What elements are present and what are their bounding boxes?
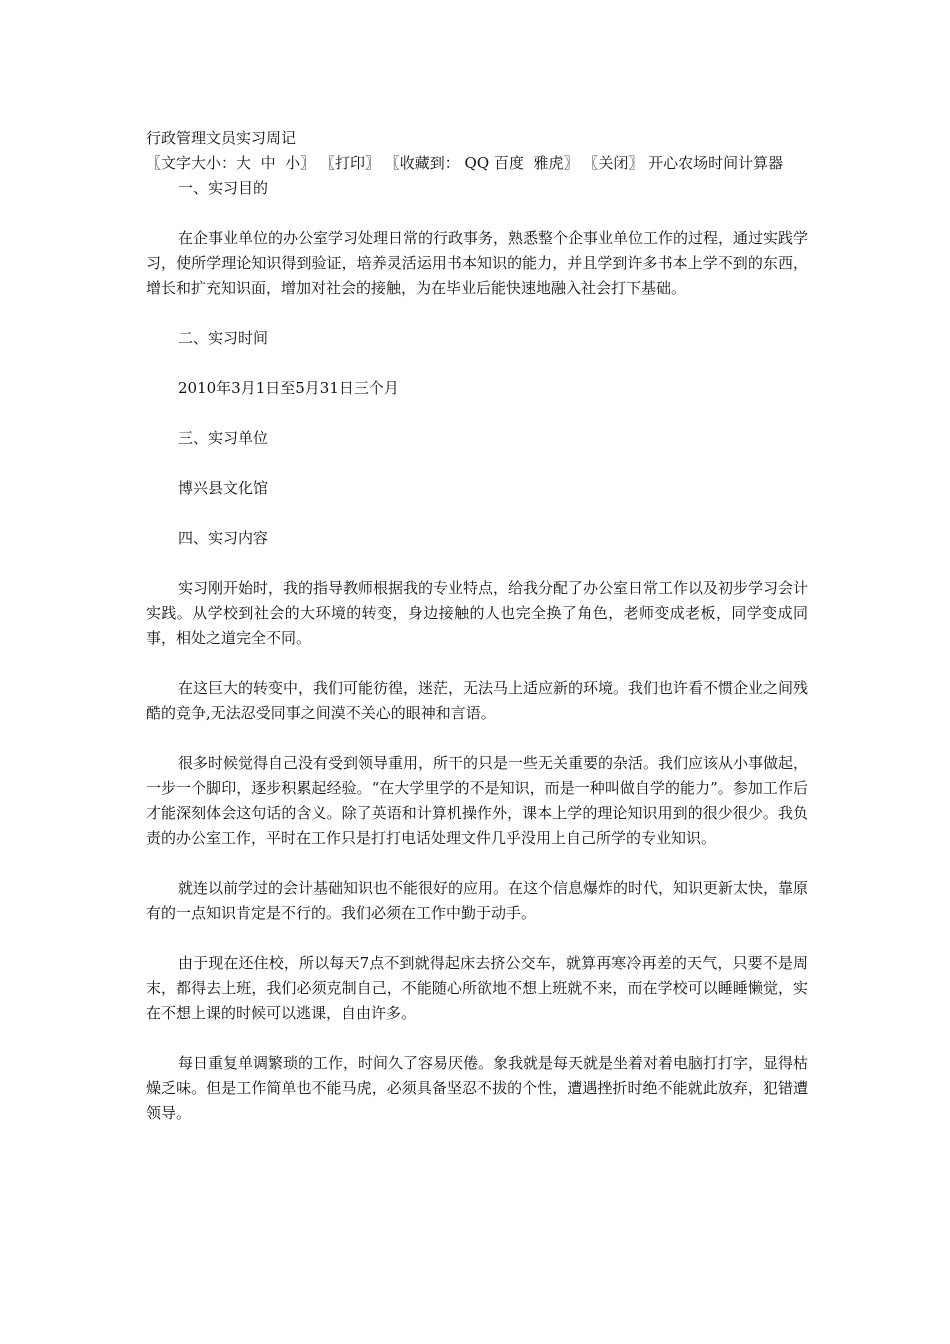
content-paragraph-5: 由于现在还住校，所以每天7点不到就得起床去挤公交车，就算再寒冷再差的天气，只要不是周末，都得去上班，我们必须克制自己，不能随心所欲地不想上班就不来，而在学校可以睡睡懒觉，实在不想上课的时候可以逃课，自由许多。 — [146, 954, 808, 1022]
section-heading-content: 四、实习内容 — [178, 529, 269, 547]
section-heading-time: 二、实习时间 — [178, 329, 269, 347]
content-paragraph-2: 在这巨大的转变中，我们可能彷徨，迷茫，无法马上适应新的环境。我们也许看不惯企业之间残酷的竞争,无法忍受同事之间漠不关心的眼神和言语。 — [146, 679, 809, 722]
font-size-bracket-close: 〗 — [300, 154, 316, 172]
favorite-yahoo-link[interactable]: 雅虎 — [533, 154, 564, 172]
favorite-qq-link[interactable]: QQ — [464, 154, 490, 172]
farm-timer-link[interactable]: 开心农场时间计算器 — [648, 154, 784, 172]
font-size-label: 〖文字大小： — [146, 154, 237, 172]
section-heading-unit: 三、实习单位 — [178, 429, 269, 447]
font-size-medium-link[interactable]: 中 — [260, 154, 276, 172]
favorite-label: 〖收藏到： — [384, 154, 460, 172]
close-link[interactable]: 〖关闭〗 — [583, 154, 644, 172]
content-paragraph-6: 每日重复单调繁琐的工作，时间久了容易厌倦。象我就是每天就是坐着对着电脑打打字，显得枯燥乏味。但是工作简单也不能马虎，必须具备坚忍不拔的个性，遭遇挫折时绝不能就此放弃，犯错遭领导。 — [146, 1054, 809, 1122]
section-body-purpose: 在企事业单位的办公室学习处理日常的行政事务，熟悉整个企事业单位工作的过程，通过实践学习，使所学理论知识得到验证，培养灵活运用书本知识的能力，并且学到许多书本上学不到的东西，增长和扩充知识面，增加对社会的接触，为在毕业后能快速地融入社会打下基础。 — [146, 229, 809, 297]
font-size-large-link[interactable]: 大 — [236, 154, 252, 172]
content-paragraph-4: 就连以前学过的会计基础知识也不能很好的应用。在这个信息爆炸的时代，知识更新太快，靠原有的一点知识肯定是不行的。我们必须在工作中勤于动手。 — [146, 879, 809, 922]
document-title: 行政管理文员实习周记 — [146, 129, 297, 147]
font-size-small-link[interactable]: 小 — [285, 154, 301, 172]
document-page — [146, 126, 808, 1151]
section-heading-purpose: 一、实习目的 — [178, 179, 269, 197]
content-paragraph-1: 实习刚开始时，我的指导教师根据我的专业特点，给我分配了办公室日常工作以及初步学习会计实践。从学校到社会的大环境的转变，身边接触的人也完全换了角色，老师变成老板，同学变成同事，相处之道完全不同。 — [146, 579, 809, 647]
favorite-bracket-close: 〗 — [563, 154, 579, 172]
section-body-unit: 博兴县文化馆 — [178, 479, 269, 497]
content-paragraph-3: 很多时候觉得自己没有受到领导重用，所干的只是一些无关重要的杂活。我们应该从小事做起，一步一个脚印，逐步积累起经验。“在大学里学的不是知识，而是一种叫做自学的能力”。参加工作后才能深刻体会这句话的含义。除了英语和计算机操作外，课本上学的理论知识用到的很少很少。我负责的办公室工作，平时在工作只是打打电话处理文件几乎没用上自己所学的专业知识。 — [146, 754, 809, 847]
article-toolbar — [146, 151, 808, 176]
favorite-baidu-link[interactable]: 百度 — [493, 154, 524, 172]
print-link[interactable]: 〖打印〗 — [319, 154, 380, 172]
section-body-time: 2010年3月1日至5月31日三个月 — [178, 379, 399, 397]
